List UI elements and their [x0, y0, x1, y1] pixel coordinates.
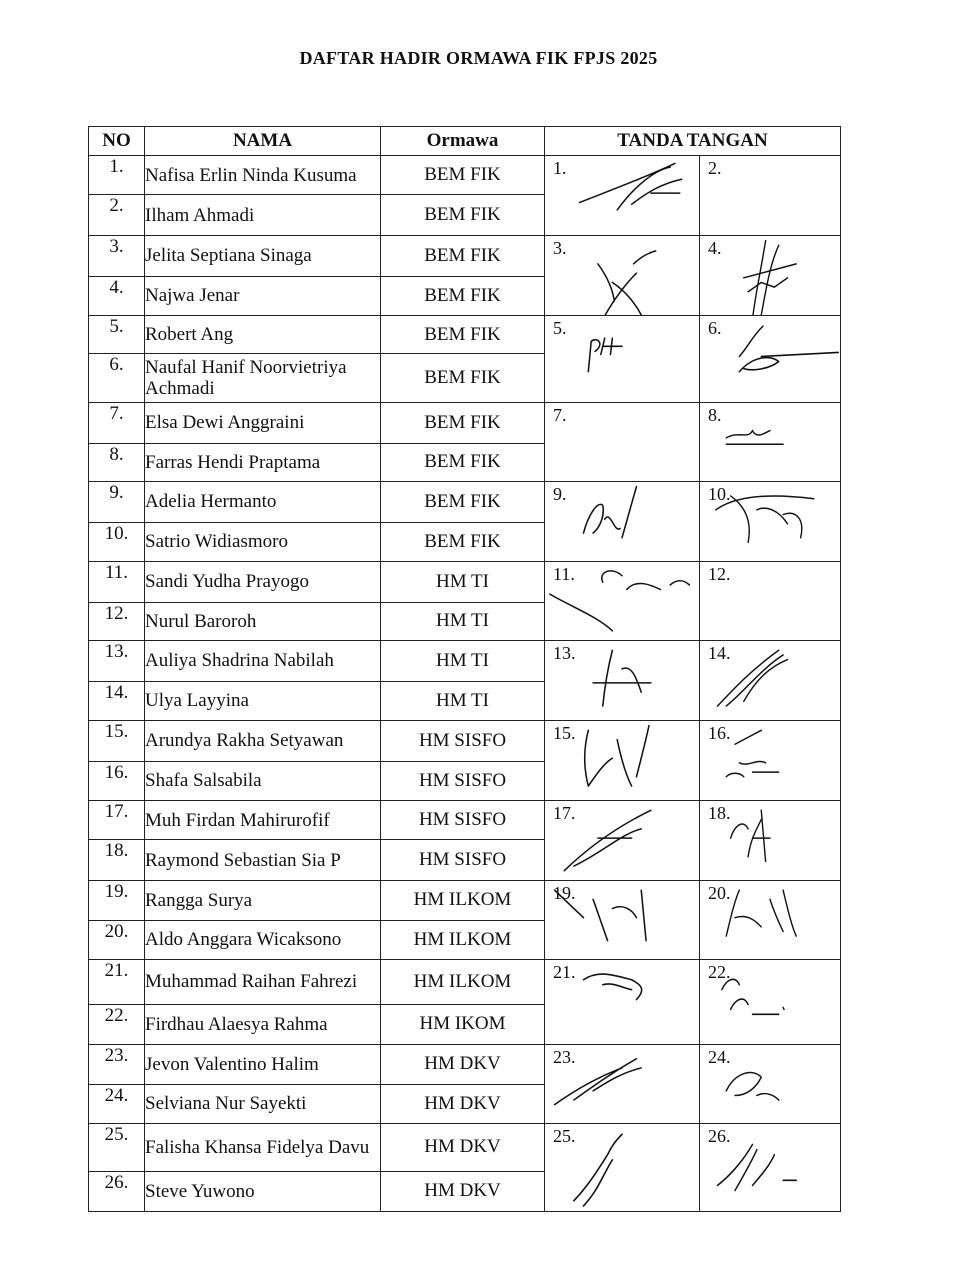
ormawa-name: BEM FIK — [381, 195, 545, 236]
handwritten-signature-14 — [700, 641, 840, 720]
ormawa-name: HM SISFO — [381, 801, 545, 840]
member-name: Robert Ang — [145, 316, 381, 354]
member-name: Rangga Surya — [145, 881, 381, 921]
signature-number: 9. — [553, 484, 567, 504]
handwritten-signature-3 — [545, 236, 699, 315]
ormawa-name: HM SISFO — [381, 721, 545, 762]
ormawa-name: BEM FIK — [381, 316, 545, 354]
signature-number: 12. — [708, 564, 731, 584]
table-row — [89, 881, 841, 921]
signature-cell-18 — [700, 801, 841, 881]
row-number: 9. — [89, 482, 145, 523]
ormawa-name: HM DKV — [381, 1045, 545, 1085]
row-number: 15. — [89, 721, 145, 762]
row-number: 26. — [89, 1171, 145, 1211]
signature-cell-4 — [700, 236, 841, 316]
signature-cell-16 — [700, 721, 841, 801]
handwritten-signature-15 — [545, 721, 699, 800]
handwritten-signature-10 — [700, 482, 840, 561]
member-name: Elsa Dewi Anggraini — [145, 403, 381, 444]
handwritten-signature-22 — [700, 960, 840, 1044]
member-name: Nafisa Erlin Ninda Kusuma — [145, 156, 381, 195]
header-nama: NAMA — [145, 127, 381, 156]
ormawa-name: HM SISFO — [381, 840, 545, 881]
signature-number: 16. — [708, 723, 731, 743]
handwritten-signature-26 — [700, 1124, 840, 1211]
member-name: Najwa Jenar — [145, 276, 381, 316]
member-name: Muh Firdan Mahirurofif — [145, 801, 381, 840]
handwritten-signature-17 — [545, 801, 699, 880]
row-number: 20. — [89, 920, 145, 960]
member-name: Ulya Layyina — [145, 681, 381, 721]
ormawa-name: BEM FIK — [381, 156, 545, 195]
signature-number: 5. — [553, 318, 567, 338]
row-number: 25. — [89, 1124, 145, 1172]
member-name: Naufal Hanif Noorvietriya Achmadi — [145, 354, 381, 403]
ormawa-name: HM DKV — [381, 1171, 545, 1211]
table-row — [89, 960, 841, 1005]
handwritten-signature-24 — [700, 1045, 840, 1123]
row-number: 10. — [89, 522, 145, 562]
signature-number: 20. — [708, 883, 731, 903]
ormawa-name: BEM FIK — [381, 354, 545, 403]
signature-number: 18. — [708, 803, 731, 823]
ormawa-name: HM TI — [381, 681, 545, 721]
signature-cell-22 — [700, 960, 841, 1045]
row-number: 21. — [89, 960, 145, 1005]
signature-cell-17 — [545, 801, 700, 881]
row-number: 23. — [89, 1045, 145, 1085]
member-name: Selviana Nur Sayekti — [145, 1084, 381, 1124]
member-name: Farras Hendi Praptama — [145, 443, 381, 482]
ormawa-name: BEM FIK — [381, 403, 545, 444]
row-number: 18. — [89, 840, 145, 881]
attendance-table — [88, 126, 841, 1212]
header-ormawa: Ormawa — [381, 127, 545, 156]
handwritten-signature-5 — [545, 316, 699, 402]
signature-cell-24 — [700, 1045, 841, 1124]
handwritten-signature-16 — [700, 721, 840, 800]
signature-cell-5 — [545, 316, 700, 403]
ormawa-name: HM DKV — [381, 1124, 545, 1172]
row-number: 2. — [89, 195, 145, 236]
handwritten-signature-21 — [545, 960, 699, 1044]
signature-number: 22. — [708, 962, 731, 982]
handwritten-signature-8 — [700, 403, 840, 481]
signature-cell-21 — [545, 960, 700, 1045]
handwritten-signature-9 — [545, 482, 699, 561]
member-name: Raymond Sebastian Sia P — [145, 840, 381, 881]
table-row — [89, 641, 841, 682]
signature-cell-1 — [545, 156, 700, 236]
ormawa-name: BEM FIK — [381, 482, 545, 523]
row-number: 22. — [89, 1004, 145, 1044]
table-row — [89, 156, 841, 195]
ormawa-name: HM TI — [381, 602, 545, 641]
member-name: Steve Yuwono — [145, 1171, 381, 1211]
signature-number: 4. — [708, 238, 722, 258]
document-title: DAFTAR HADIR ORMAWA FIK FPJS 2025 — [299, 48, 658, 68]
row-number: 13. — [89, 641, 145, 682]
member-name: Arundya Rakha Setyawan — [145, 721, 381, 762]
signature-cell-11 — [545, 562, 700, 641]
member-name: Auliya Shadrina Nabilah — [145, 641, 381, 682]
ormawa-name: HM IKOM — [381, 1004, 545, 1044]
ormawa-name: BEM FIK — [381, 276, 545, 316]
signature-cell-13 — [545, 641, 700, 721]
table-row — [89, 1045, 841, 1085]
member-name: Sandi Yudha Prayogo — [145, 562, 381, 603]
signature-number: 13. — [553, 643, 576, 663]
member-name: Satrio Widiasmoro — [145, 522, 381, 562]
table-row — [89, 316, 841, 354]
ormawa-name: BEM FIK — [381, 236, 545, 277]
signature-number: 23. — [553, 1047, 576, 1067]
ormawa-name: BEM FIK — [381, 522, 545, 562]
signature-cell-6 — [700, 316, 841, 403]
member-name: Ilham Ahmadi — [145, 195, 381, 236]
row-number: 5. — [89, 316, 145, 354]
signature-number: 11. — [553, 564, 575, 584]
signature-number: 6. — [708, 318, 722, 338]
signature-number: 14. — [708, 643, 731, 663]
handwritten-signature-6 — [700, 316, 840, 402]
header-tanda-tangan: TANDA TANGAN — [545, 127, 841, 156]
signature-number: 25. — [553, 1126, 576, 1146]
member-name: Jevon Valentino Halim — [145, 1045, 381, 1085]
signature-cell-2 — [700, 156, 841, 236]
signature-number: 26. — [708, 1126, 731, 1146]
signature-cell-12 — [700, 562, 841, 641]
table-row — [89, 801, 841, 840]
ormawa-name: HM ILKOM — [381, 920, 545, 960]
handwritten-signature-18 — [700, 801, 840, 880]
row-number: 17. — [89, 801, 145, 840]
signature-cell-25 — [545, 1124, 700, 1212]
handwritten-signature-20 — [700, 881, 840, 959]
row-number: 24. — [89, 1084, 145, 1124]
ormawa-name: BEM FIK — [381, 443, 545, 482]
table-header-row — [89, 127, 841, 156]
handwritten-signature-23 — [545, 1045, 699, 1123]
handwritten-signature-1 — [545, 156, 699, 235]
table-row — [89, 721, 841, 762]
row-number: 11. — [89, 562, 145, 603]
member-name: Firdhau Alaesya Rahma — [145, 1004, 381, 1044]
signature-cell-15 — [545, 721, 700, 801]
row-number: 19. — [89, 881, 145, 921]
member-name: Nurul Baroroh — [145, 602, 381, 641]
signature-cell-3 — [545, 236, 700, 316]
table-row — [89, 403, 841, 444]
signature-cell-8 — [700, 403, 841, 482]
row-number: 16. — [89, 761, 145, 801]
signature-number: 21. — [553, 962, 576, 982]
table-row — [89, 562, 841, 603]
header-no: NO — [89, 127, 145, 156]
signature-number: 15. — [553, 723, 576, 743]
member-name: Shafa Salsabila — [145, 761, 381, 801]
row-number: 7. — [89, 403, 145, 444]
ormawa-name: HM SISFO — [381, 761, 545, 801]
handwritten-signature-4 — [700, 236, 840, 315]
ormawa-name: HM ILKOM — [381, 960, 545, 1005]
table-row — [89, 1124, 841, 1172]
handwritten-signature-19 — [545, 881, 699, 959]
signature-cell-14 — [700, 641, 841, 721]
signature-cell-7 — [545, 403, 700, 482]
handwritten-signature-25 — [545, 1124, 699, 1211]
signature-number: 2. — [708, 158, 722, 178]
row-number: 8. — [89, 443, 145, 482]
signature-number: 24. — [708, 1047, 731, 1067]
signature-number: 1. — [553, 158, 567, 178]
ormawa-name: HM TI — [381, 641, 545, 682]
row-number: 3. — [89, 236, 145, 277]
row-number: 14. — [89, 681, 145, 721]
member-name: Falisha Khansa Fidelya Davu — [145, 1124, 381, 1172]
signature-number: 8. — [708, 405, 722, 425]
member-name: Adelia Hermanto — [145, 482, 381, 523]
row-number: 6. — [89, 354, 145, 403]
signature-number: 17. — [553, 803, 576, 823]
signature-cell-10 — [700, 482, 841, 562]
row-number: 4. — [89, 276, 145, 316]
table-row — [89, 482, 841, 523]
table-row — [89, 236, 841, 277]
signature-cell-26 — [700, 1124, 841, 1212]
row-number: 12. — [89, 602, 145, 641]
signature-cell-19 — [545, 881, 700, 960]
signature-number: 19. — [553, 883, 576, 903]
handwritten-signature-13 — [545, 641, 699, 720]
signature-number: 10. — [708, 484, 731, 504]
signature-number: 3. — [553, 238, 567, 258]
ormawa-name: HM ILKOM — [381, 881, 545, 921]
handwritten-signature-11 — [545, 562, 699, 640]
ormawa-name: HM TI — [381, 562, 545, 603]
row-number: 1. — [89, 156, 145, 195]
signature-cell-20 — [700, 881, 841, 960]
ormawa-name: HM DKV — [381, 1084, 545, 1124]
signature-cell-23 — [545, 1045, 700, 1124]
member-name: Muhammad Raihan Fahrezi — [145, 960, 381, 1005]
signature-number: 7. — [553, 405, 567, 425]
signature-cell-9 — [545, 482, 700, 562]
member-name: Jelita Septiana Sinaga — [145, 236, 381, 277]
member-name: Aldo Anggara Wicaksono — [145, 920, 381, 960]
